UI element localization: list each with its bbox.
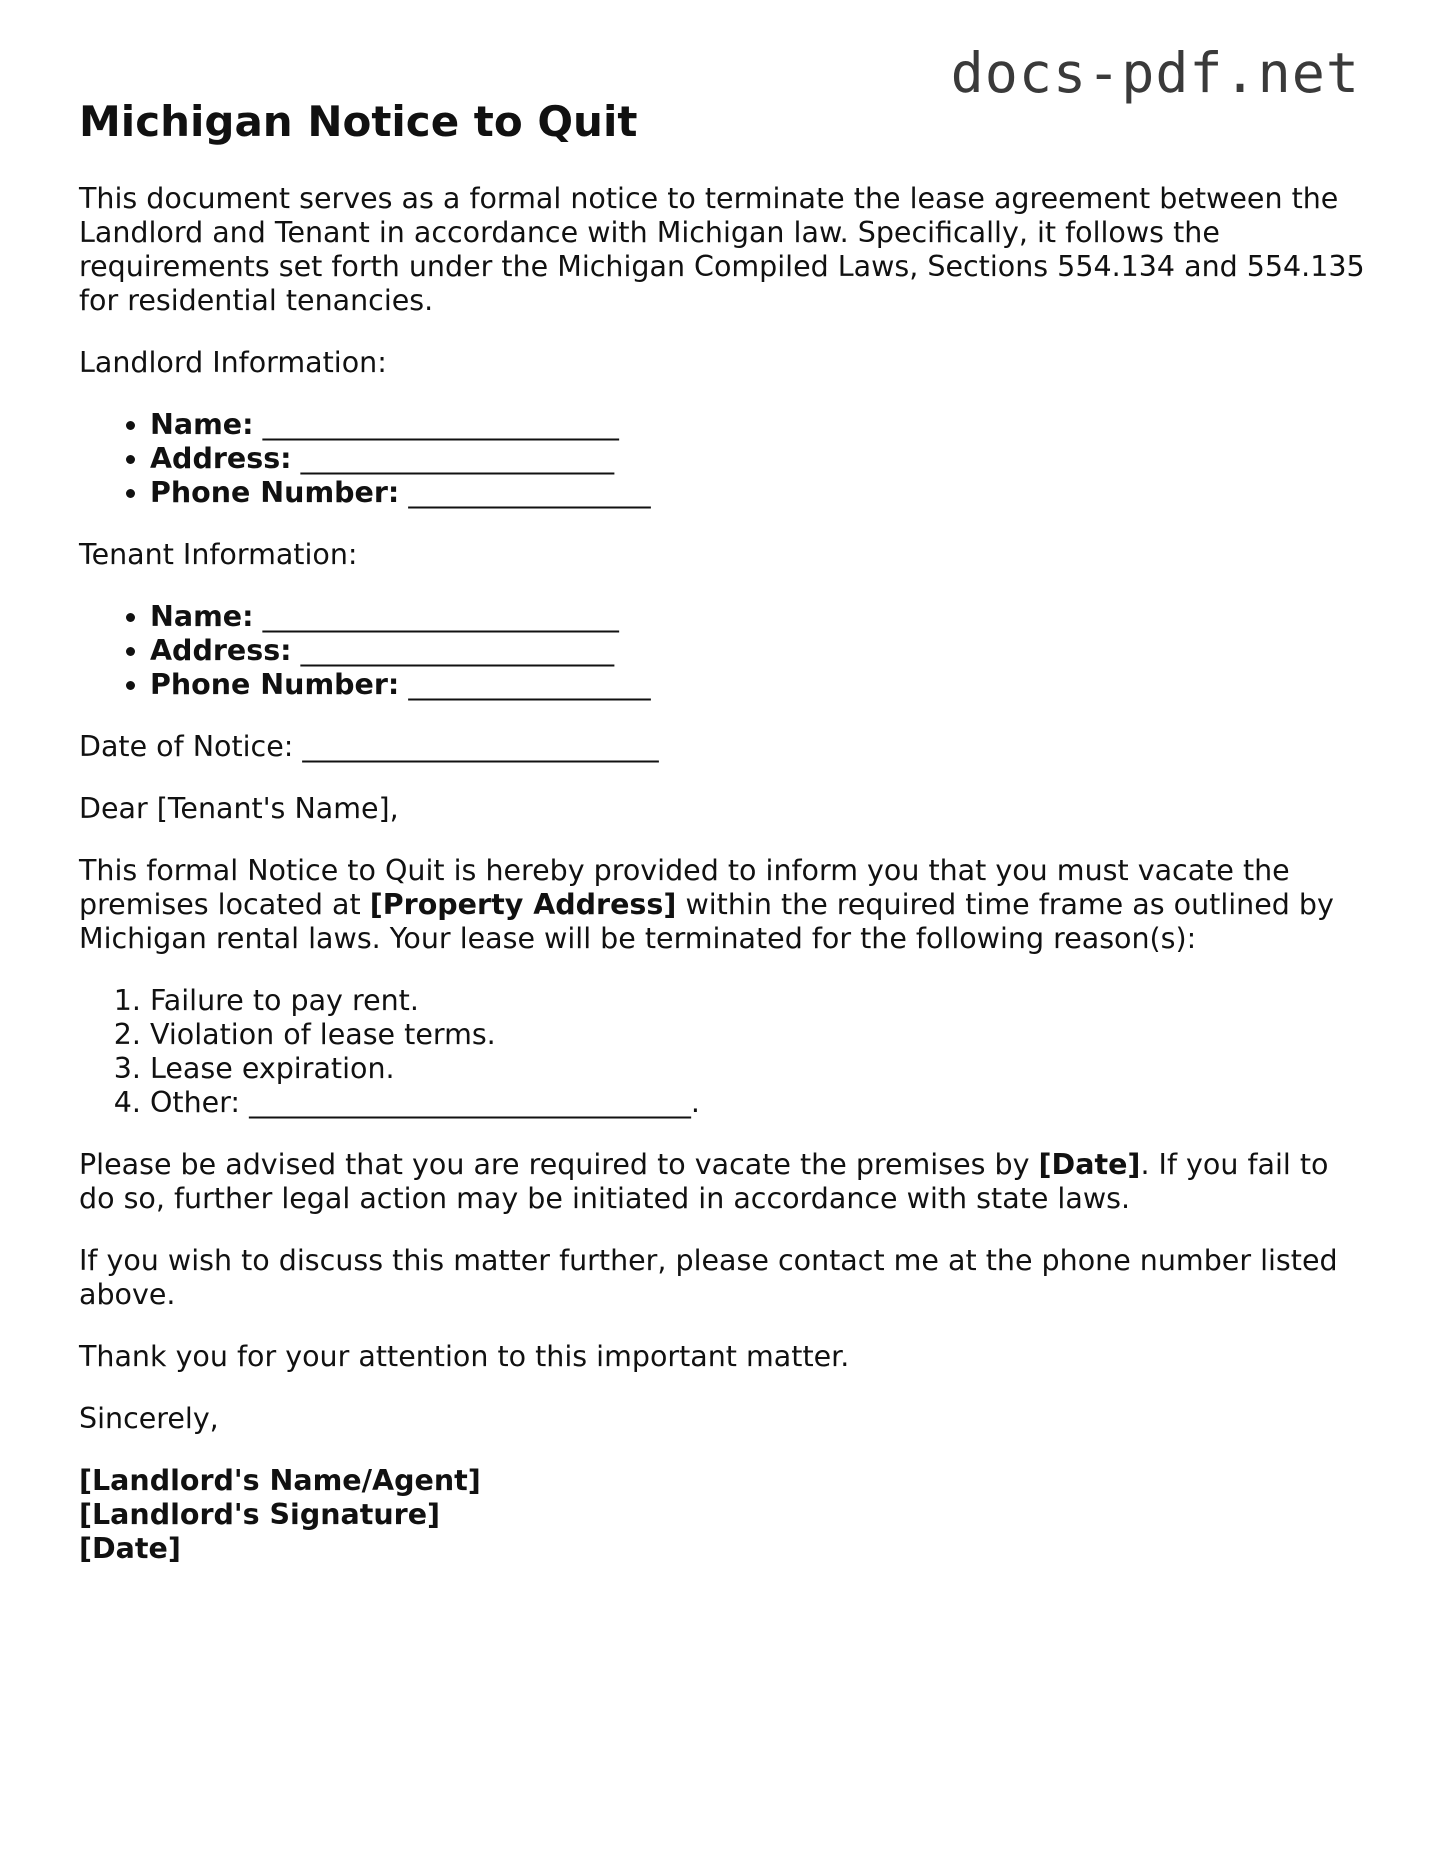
property-address-placeholder: [Property Address]	[369, 888, 677, 921]
landlord-name-item	[150, 408, 1369, 442]
tenant-heading: Tenant Information:	[79, 538, 358, 571]
reason-item: 3. Lease expiration.	[150, 1052, 1369, 1086]
field-label: Address:	[150, 634, 292, 667]
reason-item: 2. Violation of lease terms.	[150, 1018, 1369, 1052]
blank-line: _________________________	[262, 600, 619, 633]
text-run: . If you fail to do so, further legal action may be initiated in accordance with state laws.	[79, 1148, 1329, 1215]
field-label: Phone Number:	[150, 668, 400, 701]
body-paragraph-2	[79, 1148, 1369, 1216]
blank-line: ______________________	[300, 442, 615, 475]
field-label: Address:	[150, 442, 292, 475]
page-title: Michigan Notice to Quit	[79, 97, 638, 146]
reason-item: 4. Other: _______________________________.	[150, 1086, 1369, 1120]
tenant-address-item	[150, 634, 1369, 668]
body-paragraph-4: Thank you for your attention to this important matter.	[79, 1340, 850, 1373]
text-run: Please be advised that you are required to vacate the premises by	[79, 1148, 1039, 1181]
field-label: Name:	[150, 408, 254, 441]
body-paragraph-1	[79, 854, 1369, 956]
closing: Sincerely,	[79, 1402, 219, 1435]
greeting: Dear [Tenant's Name],	[79, 792, 399, 825]
blank-line: _________________	[408, 476, 651, 509]
landlord-phone-item	[150, 476, 1369, 510]
landlord-heading: Landlord Information:	[79, 346, 387, 379]
reason-item: 1. Failure to pay rent.	[150, 984, 1369, 1018]
landlord-info-list	[79, 408, 1369, 510]
blank-line: _________________	[408, 668, 651, 701]
tenant-info-list	[79, 600, 1369, 702]
tenant-phone-item	[150, 668, 1369, 702]
date-of-notice: Date of Notice: _________________________	[79, 730, 659, 763]
text-run: within the required time frame as outlined by Michigan rental laws. Your lease will be terminated for the following reason(s):	[79, 888, 1334, 955]
landlord-address-item	[150, 442, 1369, 476]
tenant-name-item	[150, 600, 1369, 634]
document	[79, 96, 1369, 1566]
landlord-name-placeholder: [Landlord's Name/Agent]	[79, 1464, 481, 1497]
signature-date-placeholder: [Date]	[79, 1532, 181, 1565]
intro-paragraph: This document serves as a formal notice to terminate the lease agreement between the Landlord and Tenant in accordance with Michigan law. Specifically, it follows the requirements set forth under the Michigan Compiled Laws, Sections 554.134 and 554.135 for residential tenancies.	[79, 182, 1365, 317]
signature-block	[79, 1464, 1369, 1566]
field-label: Phone Number:	[150, 476, 400, 509]
blank-line: ______________________	[300, 634, 615, 667]
watermark: docs-pdf.net	[950, 41, 1360, 105]
blank-line: _________________________	[262, 408, 619, 441]
text-run: This formal Notice to Quit is hereby provided to inform you that you must vacate the premises located at	[79, 854, 1290, 921]
landlord-signature-placeholder: [Landlord's Signature]	[79, 1498, 441, 1531]
reasons-list	[79, 984, 1369, 1120]
body-paragraph-3: If you wish to discuss this matter further, please contact me at the phone number listed above.	[79, 1244, 1338, 1311]
date-placeholder: [Date]	[1038, 1148, 1141, 1181]
field-label: Name:	[150, 600, 254, 633]
